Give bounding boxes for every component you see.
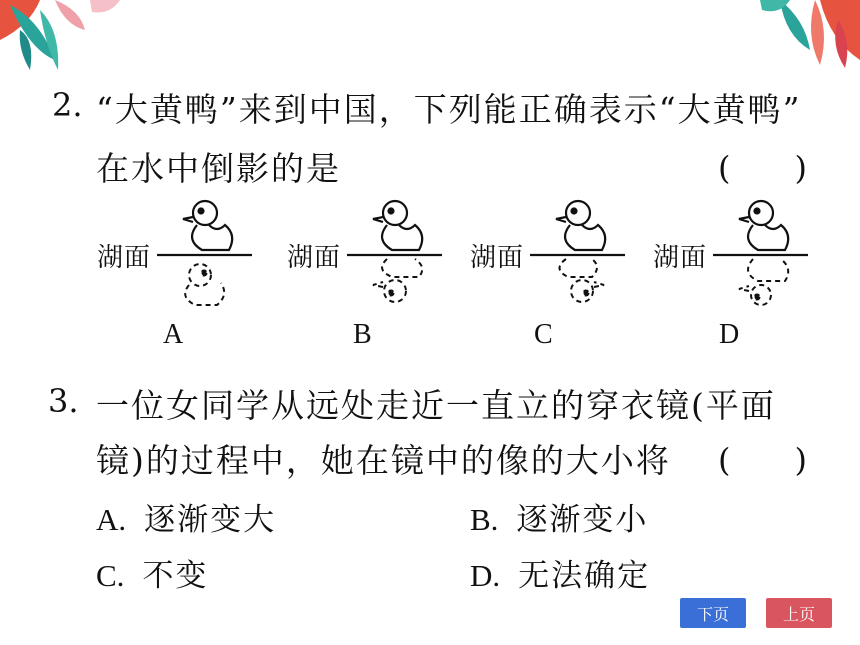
option-letter: A. (96, 502, 127, 537)
figure-letter-a: A (163, 319, 184, 350)
duck-reflection-diagram-d (713, 195, 813, 315)
question-2-number: 2. (52, 86, 83, 124)
option-letter: C. (96, 558, 125, 593)
option-letter: D. (470, 558, 501, 593)
question-3-number: 3. (48, 382, 79, 420)
duck-reflection-diagram-c (530, 195, 630, 315)
lake-surface-label: 湖面 (287, 243, 342, 273)
lake-surface-label: 湖面 (653, 243, 708, 273)
next-page-button[interactable]: 下页 (680, 598, 746, 628)
figure-option-d (653, 195, 833, 355)
option-text: 逐渐变大 (144, 502, 277, 538)
option-text: 逐渐变小 (516, 502, 649, 538)
duck-reflection-diagram-b (347, 195, 447, 315)
figure-letter-b: B (353, 319, 372, 350)
question-3-option-b (470, 494, 648, 539)
question-2-text-line1: “大黄鸭”来到中国，下列能正确表示“大黄鸭” (96, 90, 802, 129)
question-2-answer-paren: ( ) (718, 149, 807, 187)
lake-surface-label: 湖面 (470, 243, 525, 273)
figure-option-b (287, 195, 467, 355)
question-3-text-line2: 镜)的过程中，她在镜中的像的大小将 (96, 441, 671, 480)
question-3-answer-paren: ( ) (718, 441, 807, 479)
question-3-option-a (96, 494, 276, 539)
corner-leaves-decoration-right (720, 0, 860, 70)
option-letter: B. (470, 502, 499, 537)
lake-surface-label: 湖面 (97, 243, 152, 273)
previous-page-button[interactable]: 上页 (766, 598, 832, 628)
figure-letter-c: C (534, 319, 553, 350)
option-text: 不变 (142, 558, 209, 594)
question-3-text-line1: 一位女同学从远处走近一直立的穿衣镜(平面 (96, 386, 776, 425)
figure-option-a (97, 195, 277, 355)
figure-letter-d: D (719, 319, 740, 350)
duck-reflection-diagram-a (157, 195, 257, 315)
question-3-option-c (96, 550, 208, 595)
option-text: 无法确定 (518, 558, 651, 594)
corner-leaves-decoration-left (0, 0, 120, 75)
question-2-text-line2: 在水中倒影的是 (96, 149, 341, 188)
figure-option-c (470, 195, 650, 355)
question-3-option-d (470, 550, 650, 595)
